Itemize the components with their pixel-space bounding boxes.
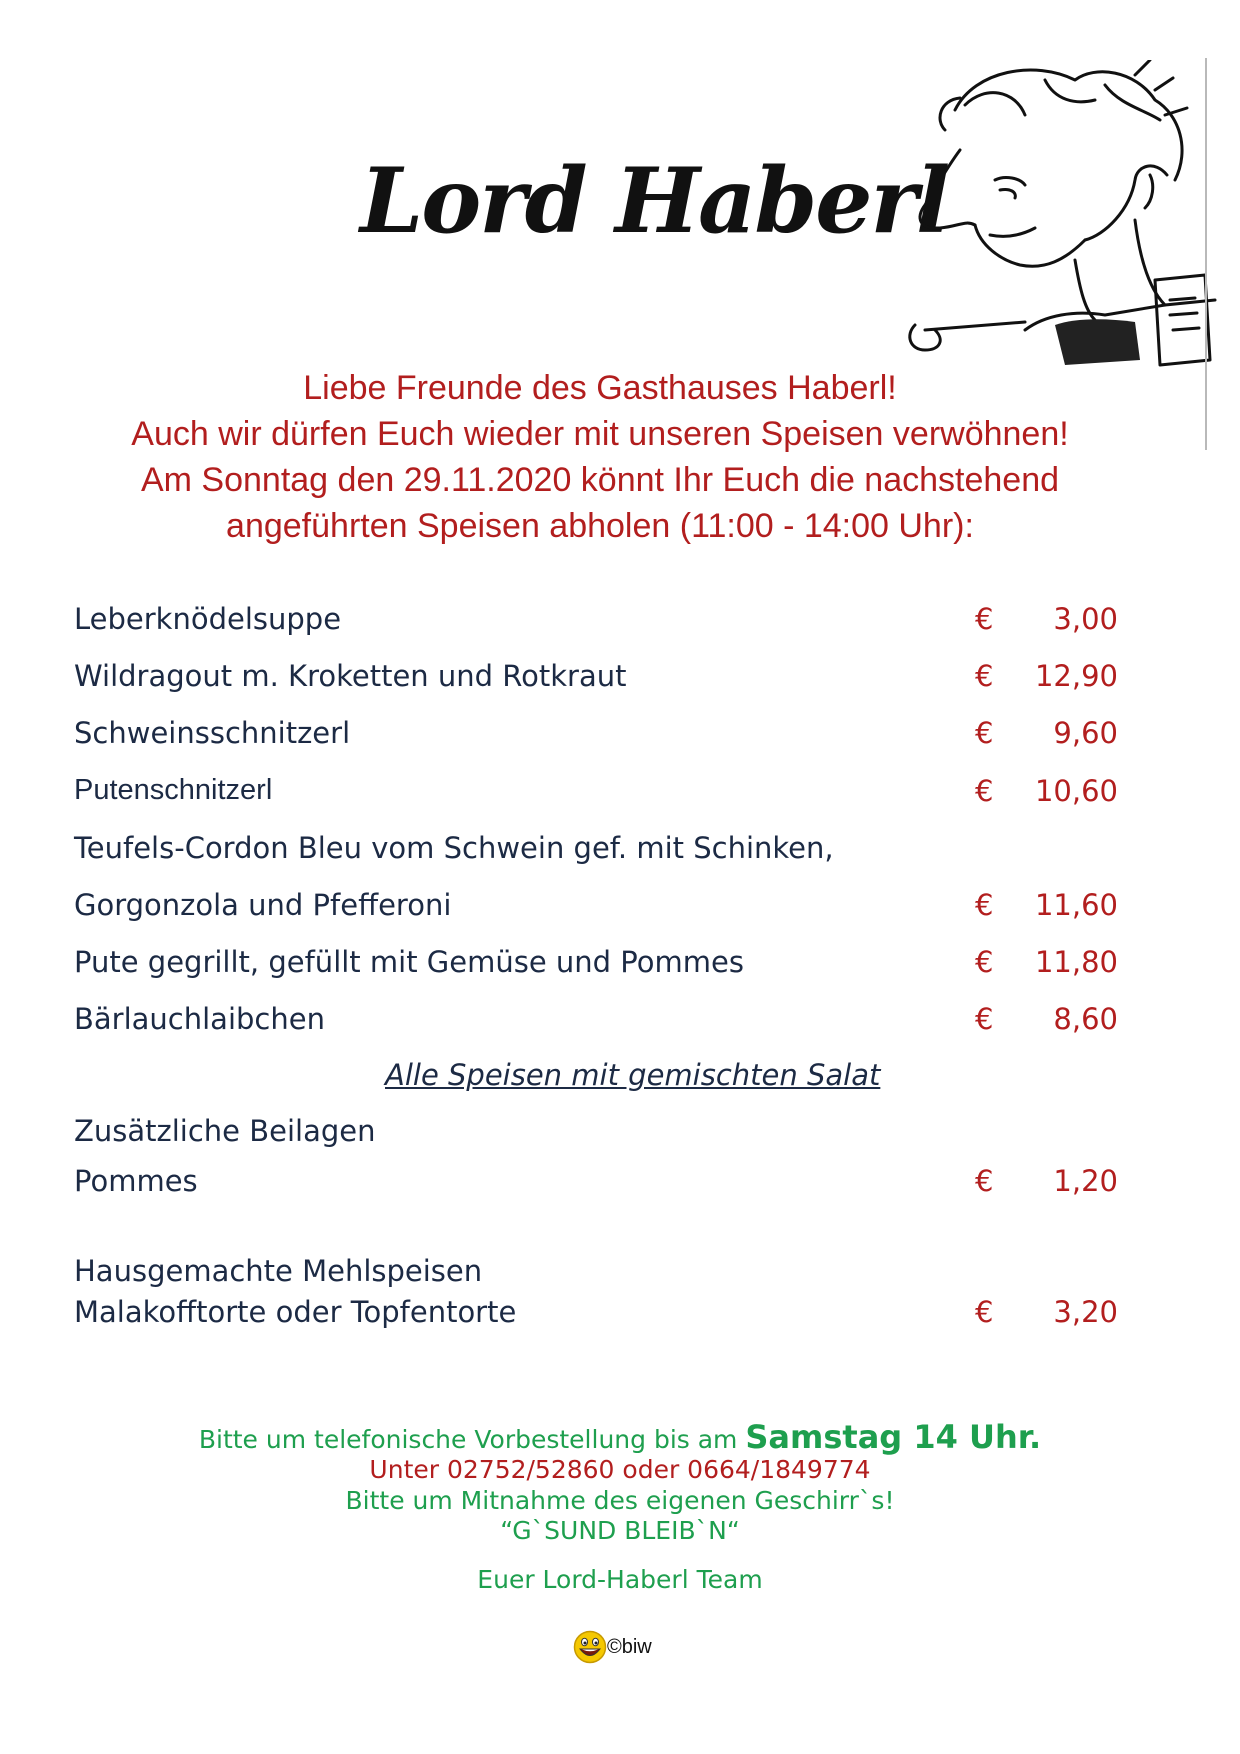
dessert-item-price: 3,20	[1053, 1295, 1118, 1329]
side-item-price: 1,20	[1053, 1164, 1118, 1198]
preorder-line	[0, 1418, 1240, 1456]
salad-note: Alle Speisen mit gemischten Salat	[385, 1058, 881, 1092]
intro-line: Liebe Freunde des Gasthauses Haberl!	[303, 369, 897, 407]
side-item-name: Pommes	[74, 1164, 198, 1198]
menu-item-name: Wildragout m. Kroketten und Rotkraut	[74, 659, 627, 693]
dessert-item-name: Malakofftorte oder Topfentorte	[74, 1295, 517, 1329]
menu-item-price: 9,60	[1053, 716, 1118, 750]
signature: Euer Lord-Haberl Team	[477, 1565, 763, 1594]
sides-heading: Zusätzliche Beilagen	[74, 1114, 376, 1148]
desserts-heading: Hausgemachte Mehlspeisen	[74, 1254, 483, 1288]
phone-line: Unter 02752/52860 oder 0664/1849774	[369, 1455, 871, 1484]
currency-symbol: €	[975, 945, 994, 979]
currency-symbol: €	[975, 1002, 994, 1036]
menu-item-name: Pute gegrillt, gefüllt mit Gemüse und Pommes	[74, 945, 744, 979]
currency-symbol: €	[975, 888, 994, 922]
menu-item-name: Teufels-Cordon Bleu vom Schwein gef. mit Schinken,	[74, 831, 834, 865]
preorder-deadline: Samstag 14 Uhr.	[745, 1418, 1042, 1456]
menu-item-name: Leberknödelsuppe	[74, 602, 342, 636]
intro-line: Am Sonntag den 29.11.2020 könnt Ihr Euch die nachstehend	[140, 461, 1060, 499]
dishes-line: Bitte um Mitnahme des eigenen Geschirr`s!	[345, 1486, 895, 1515]
menu-item-name: Gorgonzola und Pfefferoni	[74, 888, 452, 922]
copyright: ©biw	[607, 1636, 652, 1658]
intro-line: angeführten Speisen abholen (11:00 - 14:00 Uhr):	[226, 507, 974, 545]
menu-item-name: Putenschnitzerl	[74, 774, 273, 806]
menu-item-price: 8,60	[1053, 1002, 1118, 1036]
currency-symbol: €	[975, 602, 994, 636]
menu-item-name: Bärlauchlaibchen	[74, 1002, 325, 1036]
currency-symbol: €	[975, 1164, 994, 1198]
menu-item-price: 11,80	[1034, 945, 1118, 979]
currency-symbol: €	[975, 774, 994, 808]
restaurant-title: Lord Haberl	[360, 148, 949, 254]
menu-item-price: 10,60	[1034, 774, 1118, 808]
edge-divider	[1205, 58, 1207, 450]
smiley-icon	[573, 1630, 607, 1664]
menu-item-price: 12,90	[1034, 659, 1118, 693]
currency-symbol: €	[975, 716, 994, 750]
menu-item-price: 11,60	[1034, 888, 1118, 922]
intro-line: Auch wir dürfen Euch wieder mit unseren Speisen verwöhnen!	[131, 415, 1069, 453]
currency-symbol: €	[975, 1295, 994, 1329]
preorder-text: Bitte um telefonische Vorbestellung bis am	[198, 1425, 738, 1454]
slogan: “G`SUND BLEIB`N“	[500, 1516, 740, 1545]
intro-text	[40, 365, 1160, 549]
currency-symbol: €	[975, 659, 994, 693]
menu-item-name: Schweinsschnitzerl	[74, 716, 351, 750]
menu-item-price: 3,00	[1053, 602, 1118, 636]
